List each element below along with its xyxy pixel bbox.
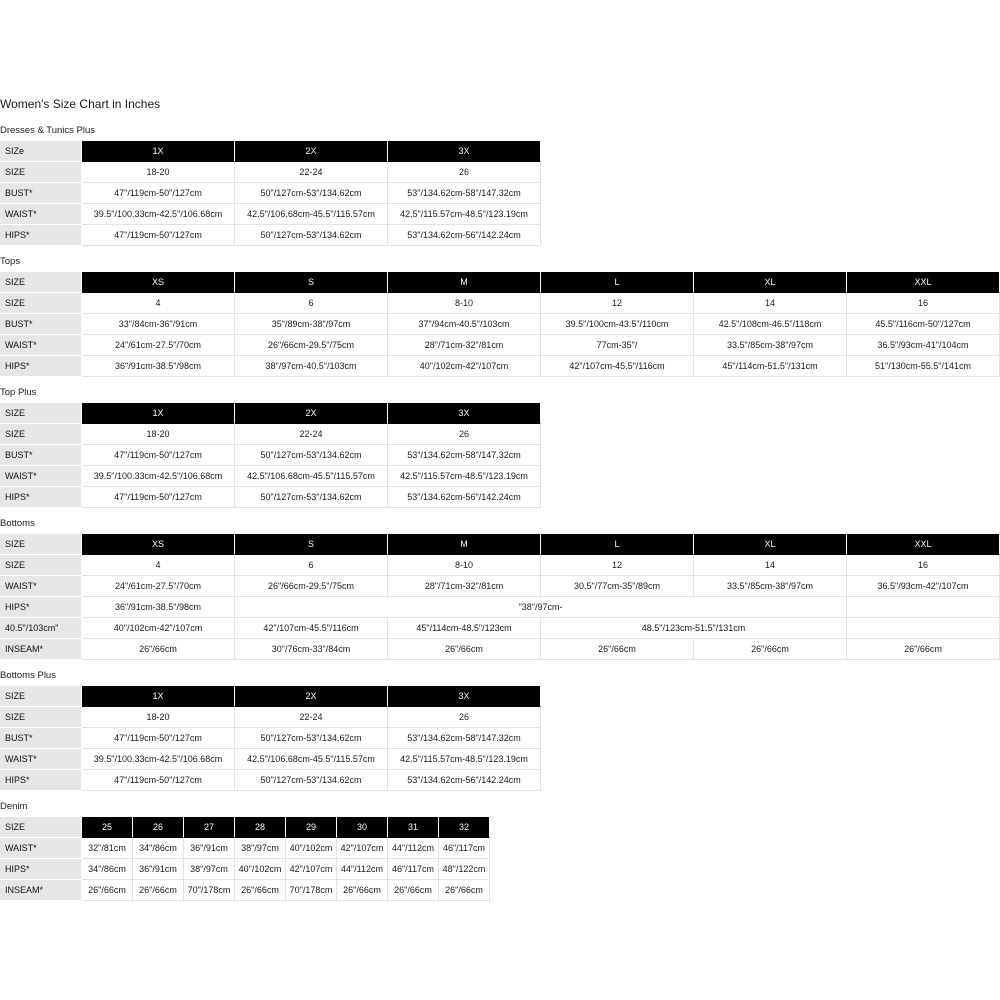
- table-cell: 45"/114cm-51.5"/131cm: [694, 356, 847, 377]
- section-title-bottoms-plus: Bottoms Plus: [0, 670, 56, 681]
- table-cell: 40"/102cm-42"/107cm: [388, 356, 541, 377]
- table-cell: 36"/91cm: [184, 838, 235, 859]
- table-row: [0, 293, 1000, 314]
- table-cell: 36.5"/93cm-42"/107cm: [847, 576, 1000, 597]
- table-cell: 8-10: [388, 555, 541, 576]
- row-label: SIZE: [0, 555, 82, 576]
- table-cell: 4: [82, 293, 235, 314]
- size-header-cell: S: [235, 534, 388, 555]
- table-cell: 50"/127cm-53"/134.62cm: [235, 487, 388, 508]
- page-title: Women's Size Chart in Inches: [0, 97, 161, 111]
- size-table-top-plus: [0, 403, 541, 508]
- size-table-bottoms-plus: [0, 686, 541, 791]
- size-table-denim: [0, 817, 490, 901]
- table-row: [0, 707, 541, 728]
- table-cell: 22-24: [235, 424, 388, 445]
- row-label: SIZE: [0, 817, 82, 838]
- row-label: INSEAM*: [0, 880, 82, 901]
- table-row: [0, 162, 541, 183]
- table-cell: 42.5"/106.68cm-45.5"/115.57cm: [235, 466, 388, 487]
- table-cell: 38"/97cm: [184, 859, 235, 880]
- size-header-cell: 2X: [235, 403, 388, 424]
- row-label: HIPS*: [0, 597, 82, 618]
- table-cell: 40"/102cm: [235, 859, 286, 880]
- table-cell: 36"/91cm-38.5"/98cm: [82, 597, 235, 618]
- table-cell: 42"/107cm: [286, 859, 337, 880]
- table-cell: 45.5"/116cm-50"/127cm: [847, 314, 1000, 335]
- size-header-cell: 29: [286, 817, 337, 838]
- table-cell: 47"/119cm-50"/127cm: [82, 487, 235, 508]
- size-header-cell: 26: [133, 817, 184, 838]
- table-cell: 44"/112cm: [388, 838, 439, 859]
- table-cell: 39.5"/100.33cm-42.5"/106.68cm: [82, 204, 235, 225]
- table-row: [0, 859, 490, 880]
- table-cell: 34"/86cm: [133, 838, 184, 859]
- size-header-cell: XL: [694, 272, 847, 293]
- section-title-denim: Denim: [0, 801, 28, 812]
- table-cell: 24"/61cm-27.5"/70cm: [82, 576, 235, 597]
- table-cell: 36"/91cm-38.5"/98cm: [82, 356, 235, 377]
- section-title-bottoms: Bottoms: [0, 518, 35, 529]
- table-cell: 26"/66cm-29.5"/75cm: [235, 335, 388, 356]
- table-row: [0, 466, 541, 487]
- table-cell: 28"/71cm-32"/81cm: [388, 576, 541, 597]
- section-title-top-plus: Top Plus: [0, 387, 37, 398]
- size-header-cell: L: [541, 534, 694, 555]
- table-cell: 42.5"/106.68cm-45.5"/115.57cm: [235, 749, 388, 770]
- row-label: SIZE: [0, 424, 82, 445]
- table-cell: 22-24: [235, 162, 388, 183]
- table-cell: 33.5"/85cm-38"/97cm: [694, 576, 847, 597]
- table-row: [0, 770, 541, 791]
- size-header-cell: XXL: [847, 272, 1000, 293]
- table-cell: 14: [694, 555, 847, 576]
- table-cell: 26"/66cm: [439, 880, 490, 901]
- table-cell: 14: [694, 293, 847, 314]
- table-cell: 42"/107cm-45.5"/116cm: [235, 618, 388, 639]
- table-cell: 12: [541, 555, 694, 576]
- table-cell: 46"/117cm: [439, 838, 490, 859]
- table-cell: 42.5"/108cm-46.5"/118cm: [694, 314, 847, 335]
- table-cell: 53"/134.62cm-56"/142.24cm: [388, 770, 541, 791]
- row-label: WAIST*: [0, 838, 82, 859]
- size-header-cell: XXL: [847, 534, 1000, 555]
- table-cell: 53"/134.62cm-56"/142.24cm: [388, 487, 541, 508]
- table-cell: 16: [847, 555, 1000, 576]
- table-header-row: [0, 141, 541, 162]
- size-table-dresses: [0, 141, 541, 246]
- table-row: [0, 335, 1000, 356]
- table-row: [0, 597, 1000, 618]
- table-cell: 40"/102cm-42"/107cm: [82, 618, 235, 639]
- table-cell: 26"/66cm: [388, 639, 541, 660]
- table-row: [0, 225, 541, 246]
- table-cell: 6: [235, 293, 388, 314]
- table-cell: 42"/107cm-45.5"/116cm: [541, 356, 694, 377]
- table-cell: 26"/66cm-29.5"/75cm: [235, 576, 388, 597]
- table-cell: 37"/94cm-40.5"/103cm: [388, 314, 541, 335]
- size-header-cell: XS: [82, 534, 235, 555]
- table-cell: 70"/178cm: [286, 880, 337, 901]
- table-cell: 70"/178cm: [184, 880, 235, 901]
- table-cell: 22-24: [235, 707, 388, 728]
- size-header-cell: L: [541, 272, 694, 293]
- table-cell: 26"/66cm: [235, 880, 286, 901]
- size-table-tops: [0, 272, 1000, 377]
- row-label: SIZE: [0, 707, 82, 728]
- row-label: SIZE: [0, 162, 82, 183]
- table-cell: 26"/66cm: [541, 639, 694, 660]
- table-cell: 50"/127cm-53"/134.62cm: [235, 770, 388, 791]
- table-cell: 26"/66cm: [694, 639, 847, 660]
- row-label: SIZE: [0, 534, 82, 555]
- table-cell: 12: [541, 293, 694, 314]
- table-cell: 24"/61cm-27.5"/70cm: [82, 335, 235, 356]
- size-header-cell: 3X: [388, 403, 541, 424]
- table-cell: 50"/127cm-53"/134.62cm: [235, 728, 388, 749]
- table-cell: 39.5"/100.33cm-42.5"/106.68cm: [82, 749, 235, 770]
- table-cell: 77cm-35"/: [541, 335, 694, 356]
- table-cell: 47"/119cm-50"/127cm: [82, 445, 235, 466]
- table-cell: 39.5"/100cm-43.5"/110cm: [541, 314, 694, 335]
- table-cell: 18-20: [82, 707, 235, 728]
- size-header-cell: 2X: [235, 141, 388, 162]
- table-cell: 26"/66cm: [82, 880, 133, 901]
- table-cell: 34"/86cm: [82, 859, 133, 880]
- table-row: [0, 749, 541, 770]
- table-header-row: [0, 403, 541, 424]
- row-label: HIPS*: [0, 770, 82, 791]
- table-cell: [847, 597, 1000, 618]
- table-cell: 26"/66cm: [847, 639, 1000, 660]
- size-header-cell: 32: [439, 817, 490, 838]
- table-header-row: [0, 686, 541, 707]
- table-cell: 50"/127cm-53"/134.62cm: [235, 225, 388, 246]
- table-row: [0, 639, 1000, 660]
- table-cell: 35"/89cm-38"/97cm: [235, 314, 388, 335]
- row-label: WAIST*: [0, 204, 82, 225]
- table-cell: 44"/112cm: [337, 859, 388, 880]
- table-cell: "38"/97cm-: [235, 597, 847, 618]
- size-header-cell: 3X: [388, 141, 541, 162]
- table-cell: 26: [388, 162, 541, 183]
- table-cell: 50"/127cm-53"/134.62cm: [235, 183, 388, 204]
- size-header-cell: XL: [694, 534, 847, 555]
- table-cell: 53"/134.62cm-56"/142.24cm: [388, 225, 541, 246]
- row-label: BUST*: [0, 183, 82, 204]
- table-cell: 53"/134.62cm-58"/147.32cm: [388, 183, 541, 204]
- table-cell: 40"/102cm: [286, 838, 337, 859]
- row-label: BUST*: [0, 728, 82, 749]
- table-cell: [847, 618, 1000, 639]
- row-label: SIZE: [0, 403, 82, 424]
- row-label: SIZE: [0, 686, 82, 707]
- table-cell: 4: [82, 555, 235, 576]
- row-label: WAIST*: [0, 576, 82, 597]
- table-cell: 30"/76cm-33"/84cm: [235, 639, 388, 660]
- size-header-cell: M: [388, 272, 541, 293]
- table-cell: 26"/66cm: [388, 880, 439, 901]
- table-row: [0, 728, 541, 749]
- table-header-row: [0, 534, 1000, 555]
- size-header-cell: XS: [82, 272, 235, 293]
- table-cell: 18-20: [82, 424, 235, 445]
- table-cell: 53"/134.62cm-58"/147.32cm: [388, 445, 541, 466]
- table-cell: 6: [235, 555, 388, 576]
- table-row: [0, 576, 1000, 597]
- table-cell: 38"/97cm-40.5"/103cm: [235, 356, 388, 377]
- table-cell: 42.5"/106.68cm-45.5"/115.57cm: [235, 204, 388, 225]
- size-header-cell: 1X: [82, 403, 235, 424]
- size-table-bottoms: [0, 534, 1000, 660]
- table-cell: 26"/66cm: [133, 880, 184, 901]
- table-row: [0, 356, 1000, 377]
- table-row: [0, 555, 1000, 576]
- section-title-tops: Tops: [0, 256, 21, 267]
- row-label: HIPS*: [0, 356, 82, 377]
- table-cell: 42.5"/115.57cm-48.5"/123.19cm: [388, 466, 541, 487]
- table-cell: 32"/81cm: [82, 838, 133, 859]
- table-cell: 47"/119cm-50"/127cm: [82, 183, 235, 204]
- size-header-cell: 1X: [82, 141, 235, 162]
- table-cell: 8-10: [388, 293, 541, 314]
- size-header-cell: 1X: [82, 686, 235, 707]
- size-header-cell: S: [235, 272, 388, 293]
- table-cell: 50"/127cm-53"/134.62cm: [235, 445, 388, 466]
- table-row: [0, 838, 490, 859]
- table-row: [0, 204, 541, 225]
- row-label: HIPS*: [0, 225, 82, 246]
- table-cell: 26: [388, 707, 541, 728]
- row-label: WAIST*: [0, 466, 82, 487]
- row-label: 40.5"/103cm": [0, 618, 82, 639]
- table-cell: 39.5"/100.33cm-42.5"/106.68cm: [82, 466, 235, 487]
- row-label: WAIST*: [0, 749, 82, 770]
- table-row: [0, 880, 490, 901]
- table-cell: 42.5"/115.57cm-48.5"/123.19cm: [388, 204, 541, 225]
- table-cell: 26: [388, 424, 541, 445]
- table-cell: 18-20: [82, 162, 235, 183]
- table-cell: 46"/117cm: [388, 859, 439, 880]
- row-label: HIPS*: [0, 859, 82, 880]
- section-title-dresses: Dresses & Tunics Plus: [0, 125, 96, 136]
- table-row: [0, 314, 1000, 335]
- table-row: [0, 183, 541, 204]
- table-cell: 53"/134.62cm-58"/147.32cm: [388, 728, 541, 749]
- table-cell: 16: [847, 293, 1000, 314]
- size-header-cell: 2X: [235, 686, 388, 707]
- table-cell: 26"/66cm: [337, 880, 388, 901]
- table-row: [0, 618, 1000, 639]
- row-label: SIZE: [0, 272, 82, 293]
- table-cell: 51"/130cm-55.5"/141cm: [847, 356, 1000, 377]
- table-cell: 47"/119cm-50"/127cm: [82, 728, 235, 749]
- table-cell: 42.5"/115.57cm-48.5"/123.19cm: [388, 749, 541, 770]
- table-cell: 26"/66cm: [82, 639, 235, 660]
- table-cell: 33.5"/85cm-38"/97cm: [694, 335, 847, 356]
- table-cell: 30.5"/77cm-35"/89cm: [541, 576, 694, 597]
- table-cell: 42"/107cm: [337, 838, 388, 859]
- table-cell: 36.5"/93cm-41"/104cm: [847, 335, 1000, 356]
- table-row: [0, 445, 541, 466]
- table-cell: 47"/119cm-50"/127cm: [82, 770, 235, 791]
- row-label: SIZE: [0, 293, 82, 314]
- table-cell: 28"/71cm-32"/81cm: [388, 335, 541, 356]
- table-cell: 36"/91cm: [133, 859, 184, 880]
- table-row: [0, 424, 541, 445]
- table-cell: 38"/97cm: [235, 838, 286, 859]
- size-header-cell: 30: [337, 817, 388, 838]
- row-label: HIPS*: [0, 487, 82, 508]
- size-header-cell: 27: [184, 817, 235, 838]
- row-label: BUST*: [0, 314, 82, 335]
- table-header-row: [0, 272, 1000, 293]
- table-cell: 47"/119cm-50"/127cm: [82, 225, 235, 246]
- size-header-cell: 28: [235, 817, 286, 838]
- row-label: BUST*: [0, 445, 82, 466]
- table-cell: 48"/122cm: [439, 859, 490, 880]
- table-cell: 48.5"/123cm-51.5"/131cm: [541, 618, 847, 639]
- size-header-cell: 3X: [388, 686, 541, 707]
- row-label: SIZe: [0, 141, 82, 162]
- row-label: INSEAM*: [0, 639, 82, 660]
- table-cell: 33"/84cm-36"/91cm: [82, 314, 235, 335]
- table-row: [0, 487, 541, 508]
- size-header-cell: 31: [388, 817, 439, 838]
- table-cell: 45"/114cm-48.5"/123cm: [388, 618, 541, 639]
- size-header-cell: M: [388, 534, 541, 555]
- row-label: WAIST*: [0, 335, 82, 356]
- table-header-row: [0, 817, 490, 838]
- size-header-cell: 25: [82, 817, 133, 838]
